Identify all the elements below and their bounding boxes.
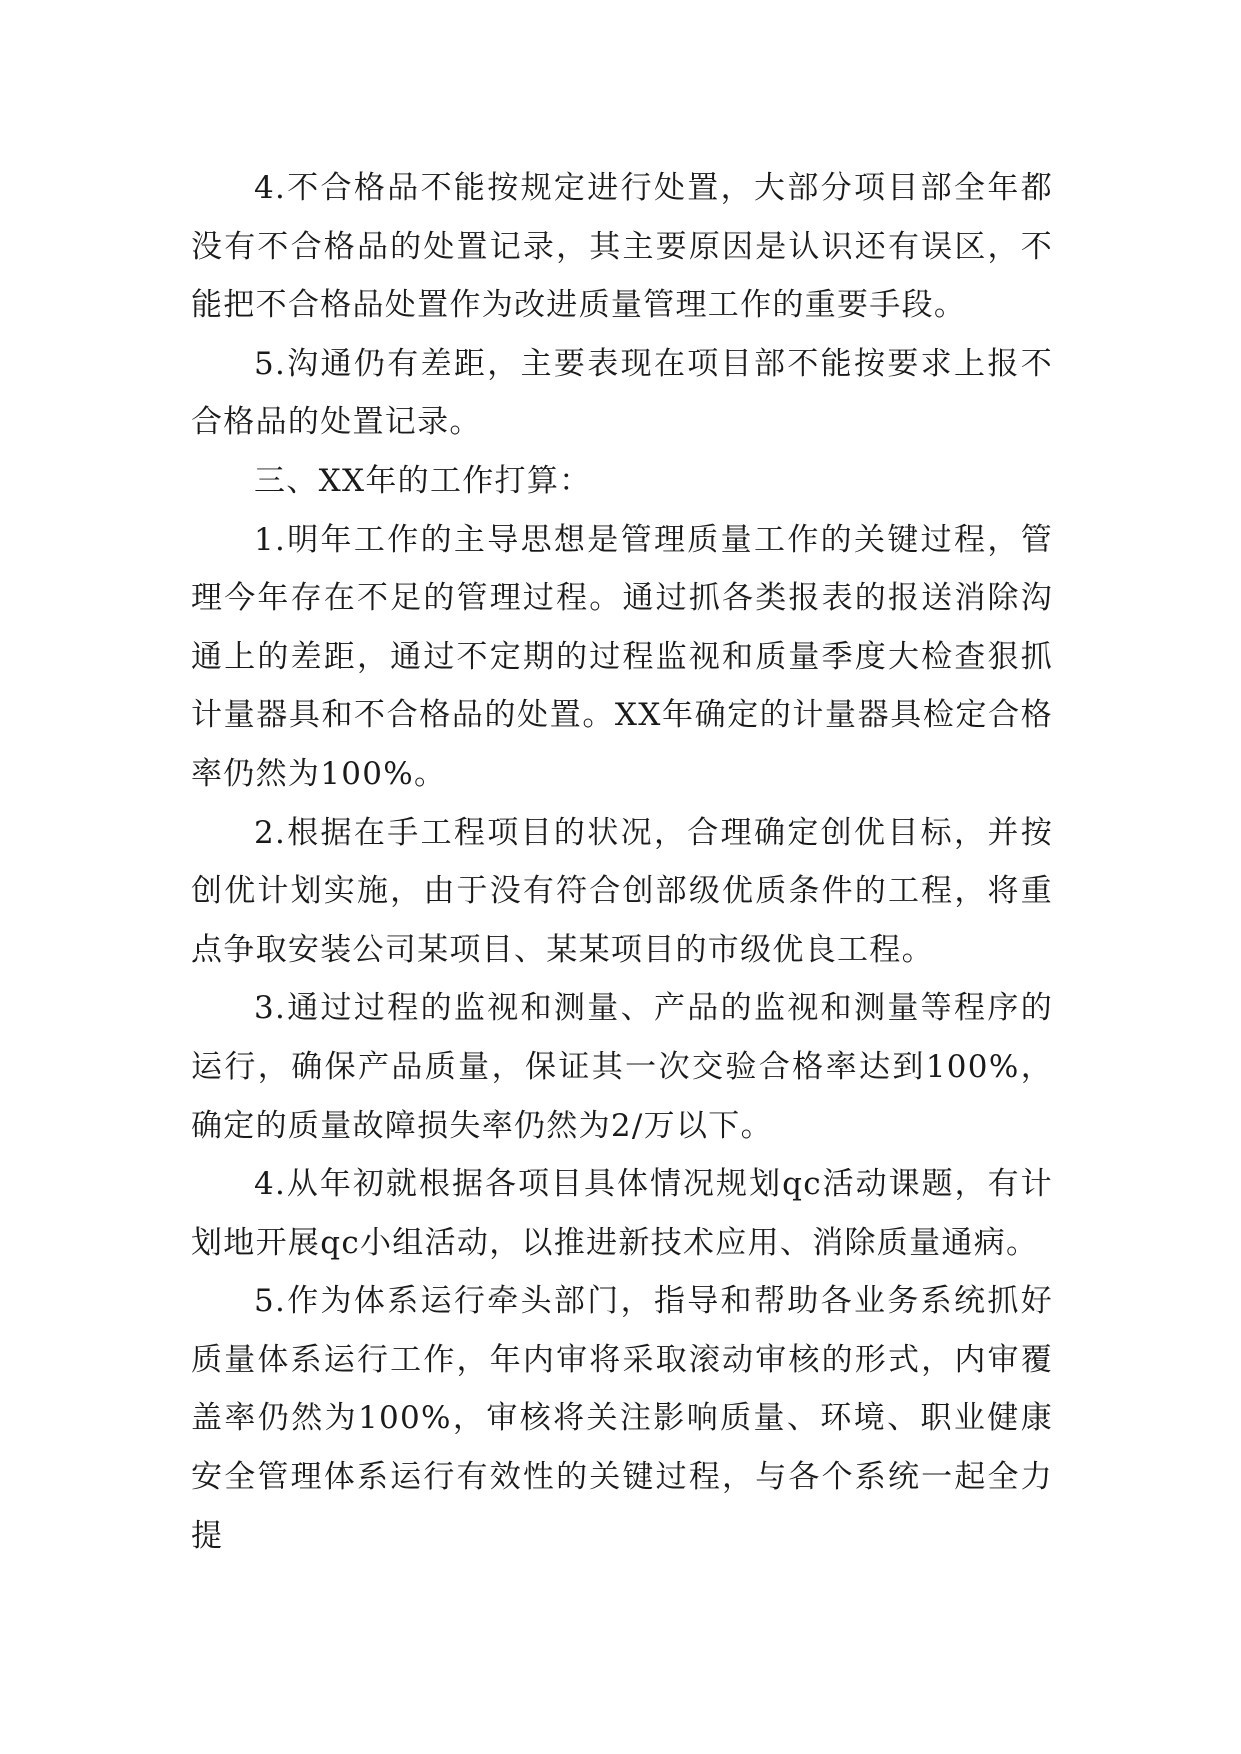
paragraph-5: 3.通过过程的监视和测量、产品的监视和测量等程序的运行，确保产品质量，保证其一次交验合格率达到100%，确定的质量故障损失率仍然为2/万以下。 — [191, 990, 1053, 1144]
paragraph-7: 5.作为体系运行牵头部门，指导和帮助各业务系统抓好质量体系运行工作，年内审将采取滚动审核的形式，内审覆盖率仍然为100%，审核将关注影响质量、环境、职业健康安全管理体系运行有效性的关键过程，与各个系统一起全力提 — [191, 1283, 1053, 1554]
paragraph-1: 4.不合格品不能按规定进行处置，大部分项目部全年都没有不合格品的处置记录，其主要原因是认识还有误区，不能把不合格品处置作为改进质量管理工作的重要手段。 — [191, 170, 1053, 324]
section-heading: 三、XX年的工作打算： — [254, 462, 592, 499]
paragraph-2: 5.沟通仍有差距，主要表现在项目部不能按要求上报不合格品的处置记录。 — [191, 345, 1053, 441]
paragraph-4: 2.根据在手工程项目的状况，合理确定创优目标，并按创优计划实施，由于没有符合创部级优质条件的工程，将重点争取安装公司某项目、某某项目的市级优良工程。 — [191, 814, 1053, 968]
paragraph-3: 1.明年工作的主导思想是管理质量工作的关键过程，管理今年存在不足的管理过程。通过抓各类报表的报送消除沟通上的差距，通过不定期的过程监视和质量季度大检查狠抓计量器具和不合格品的处置。XX年确定的计量器具检定合格率仍然为100%。 — [191, 521, 1053, 792]
paragraph-6: 4.从年初就根据各项目具体情况规划qc活动课题，有计划地开展qc小组活动，以推进新技术应用、消除质量通病。 — [191, 1166, 1053, 1261]
document-body — [191, 159, 1053, 1565]
